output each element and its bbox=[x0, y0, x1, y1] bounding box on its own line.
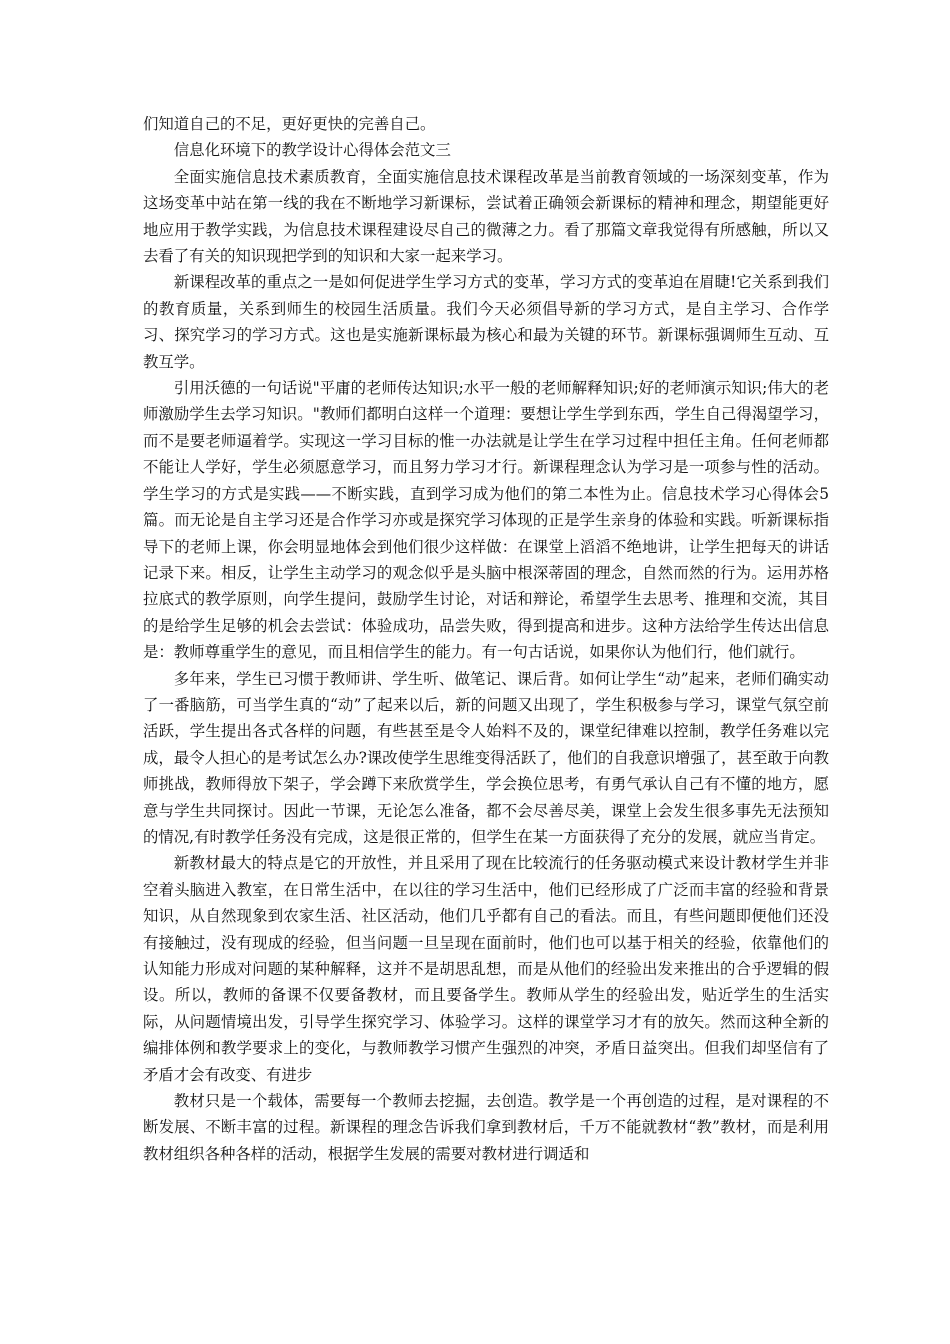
document-body bbox=[143, 111, 829, 1167]
paragraph-1: 全面实施信息技术素质教育，全面实施信息技术课程改革是当前教育领域的一场深刻变革，作为这场变革中站在第一线的我在不断地学习新课标，尝试着正确领会新课标的精神和理念，期望能更好地应用于教学实践，为信息技术课程建设尽自己的微薄之力。看了那篇文章我觉得有所感触，所以又去看了有关的知识现把学到的知识和大家一起来学习。 bbox=[143, 167, 829, 266]
paragraph-4: 多年来，学生已习惯于教师讲、学生听、做笔记、课后背。如何让学生“动”起来，老师们确实动了一番脑筋，可当学生真的“动”了起来以后，新的问题又出现了，学生积极参与学习，课堂气氛空前活跃，学生提出各式各样的问题，有些甚至是令人始料不及的，课堂纪律难以控制，教学任务难以完成，最令人担心的是考试怎么办?课改使学生思维变得活跃了，他们的自我意识增强了，甚至敢于向教师挑战，教师得放下架子，学会蹲下来欣赏学生，学会换位思考，有勇气承认自己有不懂的地方，愿意与学生共同探讨。因此一节课，无论怎么准备，都不会尽善尽美，课堂上会发生很多事先无法预知的情况,有时教学任务没有完成，这是很正常的，但学生在某一方面获得了充分的发展，就应当肯定。 bbox=[143, 669, 829, 846]
section-heading: 信息化环境下的教学设计心得体会范文三 bbox=[173, 141, 451, 160]
paragraph-3: 引用沃德的一句话说"平庸的老师传达知识;水平一般的老师解释知识;好的老师演示知识;伟大的老师激励学生去学习知识。"教师们都明白这样一个道理：要想让学生学到东西，学生自己得渴望学习，而不是要老师逼着学。实现这一学习目标的惟一办法就是让学生在学习过程中担任主角。任何老师都不能让人学好，学生必须愿意学习，而且努力学习才行。新课程理念认为学习是一项参与性的活动。学生学习的方式是实践——不断实践，直到学习成为他们的第二本性为止。信息技术学习心得体会5篇。而无论是自主学习还是合作学习亦或是探究学习体现的正是学生亲身的体验和实践。听新课标指导下的老师上课，你会明显地体会到他们很少这样做：在课堂上滔滔不绝地讲，让学生把每天的讲话记录下来。相反，让学生主动学习的观念似乎是头脑中根深蒂固的理念，自然而然的行为。运用苏格拉底式的教学原则，向学生提问，鼓励学生讨论，对话和辩论，希望学生去思考、推理和交流，其目的是给学生足够的机会去尝试：体验成功，品尝失败，得到提高和进步。这种方法给学生传达出信息是：教师尊重学生的意见，而且相信学生的能力。有一句古话说，如果你认为他们行，他们就行。 bbox=[143, 379, 829, 662]
paragraph-5: 新教材最大的特点是它的开放性，并且采用了现在比较流行的任务驱动模式来设计教材学生并非空着头脑进入教室，在日常生活中，在以往的学习生活中，他们已经形成了广泛而丰富的经验和背景知识，从自然现象到农家生活、社区活动，他们几乎都有自己的看法。而且，有些问题即便他们还没有接触过，没有现成的经验，但当问题一旦呈现在面前时，他们也可以基于相关的经验，依靠他们的认知能力形成对问题的某种解释，这并不是胡思乱想，而是从他们的经验出发来推出的合乎逻辑的假设。所以，教师的备课不仅要备教材，而且要备学生。教师从学生的经验出发，贴近学生的生活实际，从问题情境出发，引导学生探究学习、体验学习。这样的课堂学习才有的放矢。然而这种全新的编排体例和教学要求上的变化，与教师教学习惯产生强烈的冲突，矛盾日益突出。但我们却坚信有了矛盾才会有改变、有进步 bbox=[143, 854, 829, 1084]
paragraph-2: 新课程改革的重点之一是如何促进学生学习方式的变革，学习方式的变革迫在眉睫!它关系到我们的教育质量，关系到师生的校园生活质量。我们今天必须倡导新的学习方式，是自主学习、合作学习、探究学习的学习方式。这也是实施新课标最为核心和最为关键的环节。新课标强调师生互动、互教互学。 bbox=[143, 273, 829, 371]
paragraph-6: 教材只是一个载体，需要每一个教师去挖掘，去创造。教学是一个再创造的过程，是对课程的不断发展、不断丰富的过程。新课程的理念告诉我们拿到教材后，千万不能就教材“教”教材，而是利用教材组织各种各样的活动，根据学生发展的需要对教材进行调适和 bbox=[143, 1092, 829, 1163]
paragraph-continued: 们知道自己的不足，更好更快的完善自己。 bbox=[143, 115, 436, 133]
